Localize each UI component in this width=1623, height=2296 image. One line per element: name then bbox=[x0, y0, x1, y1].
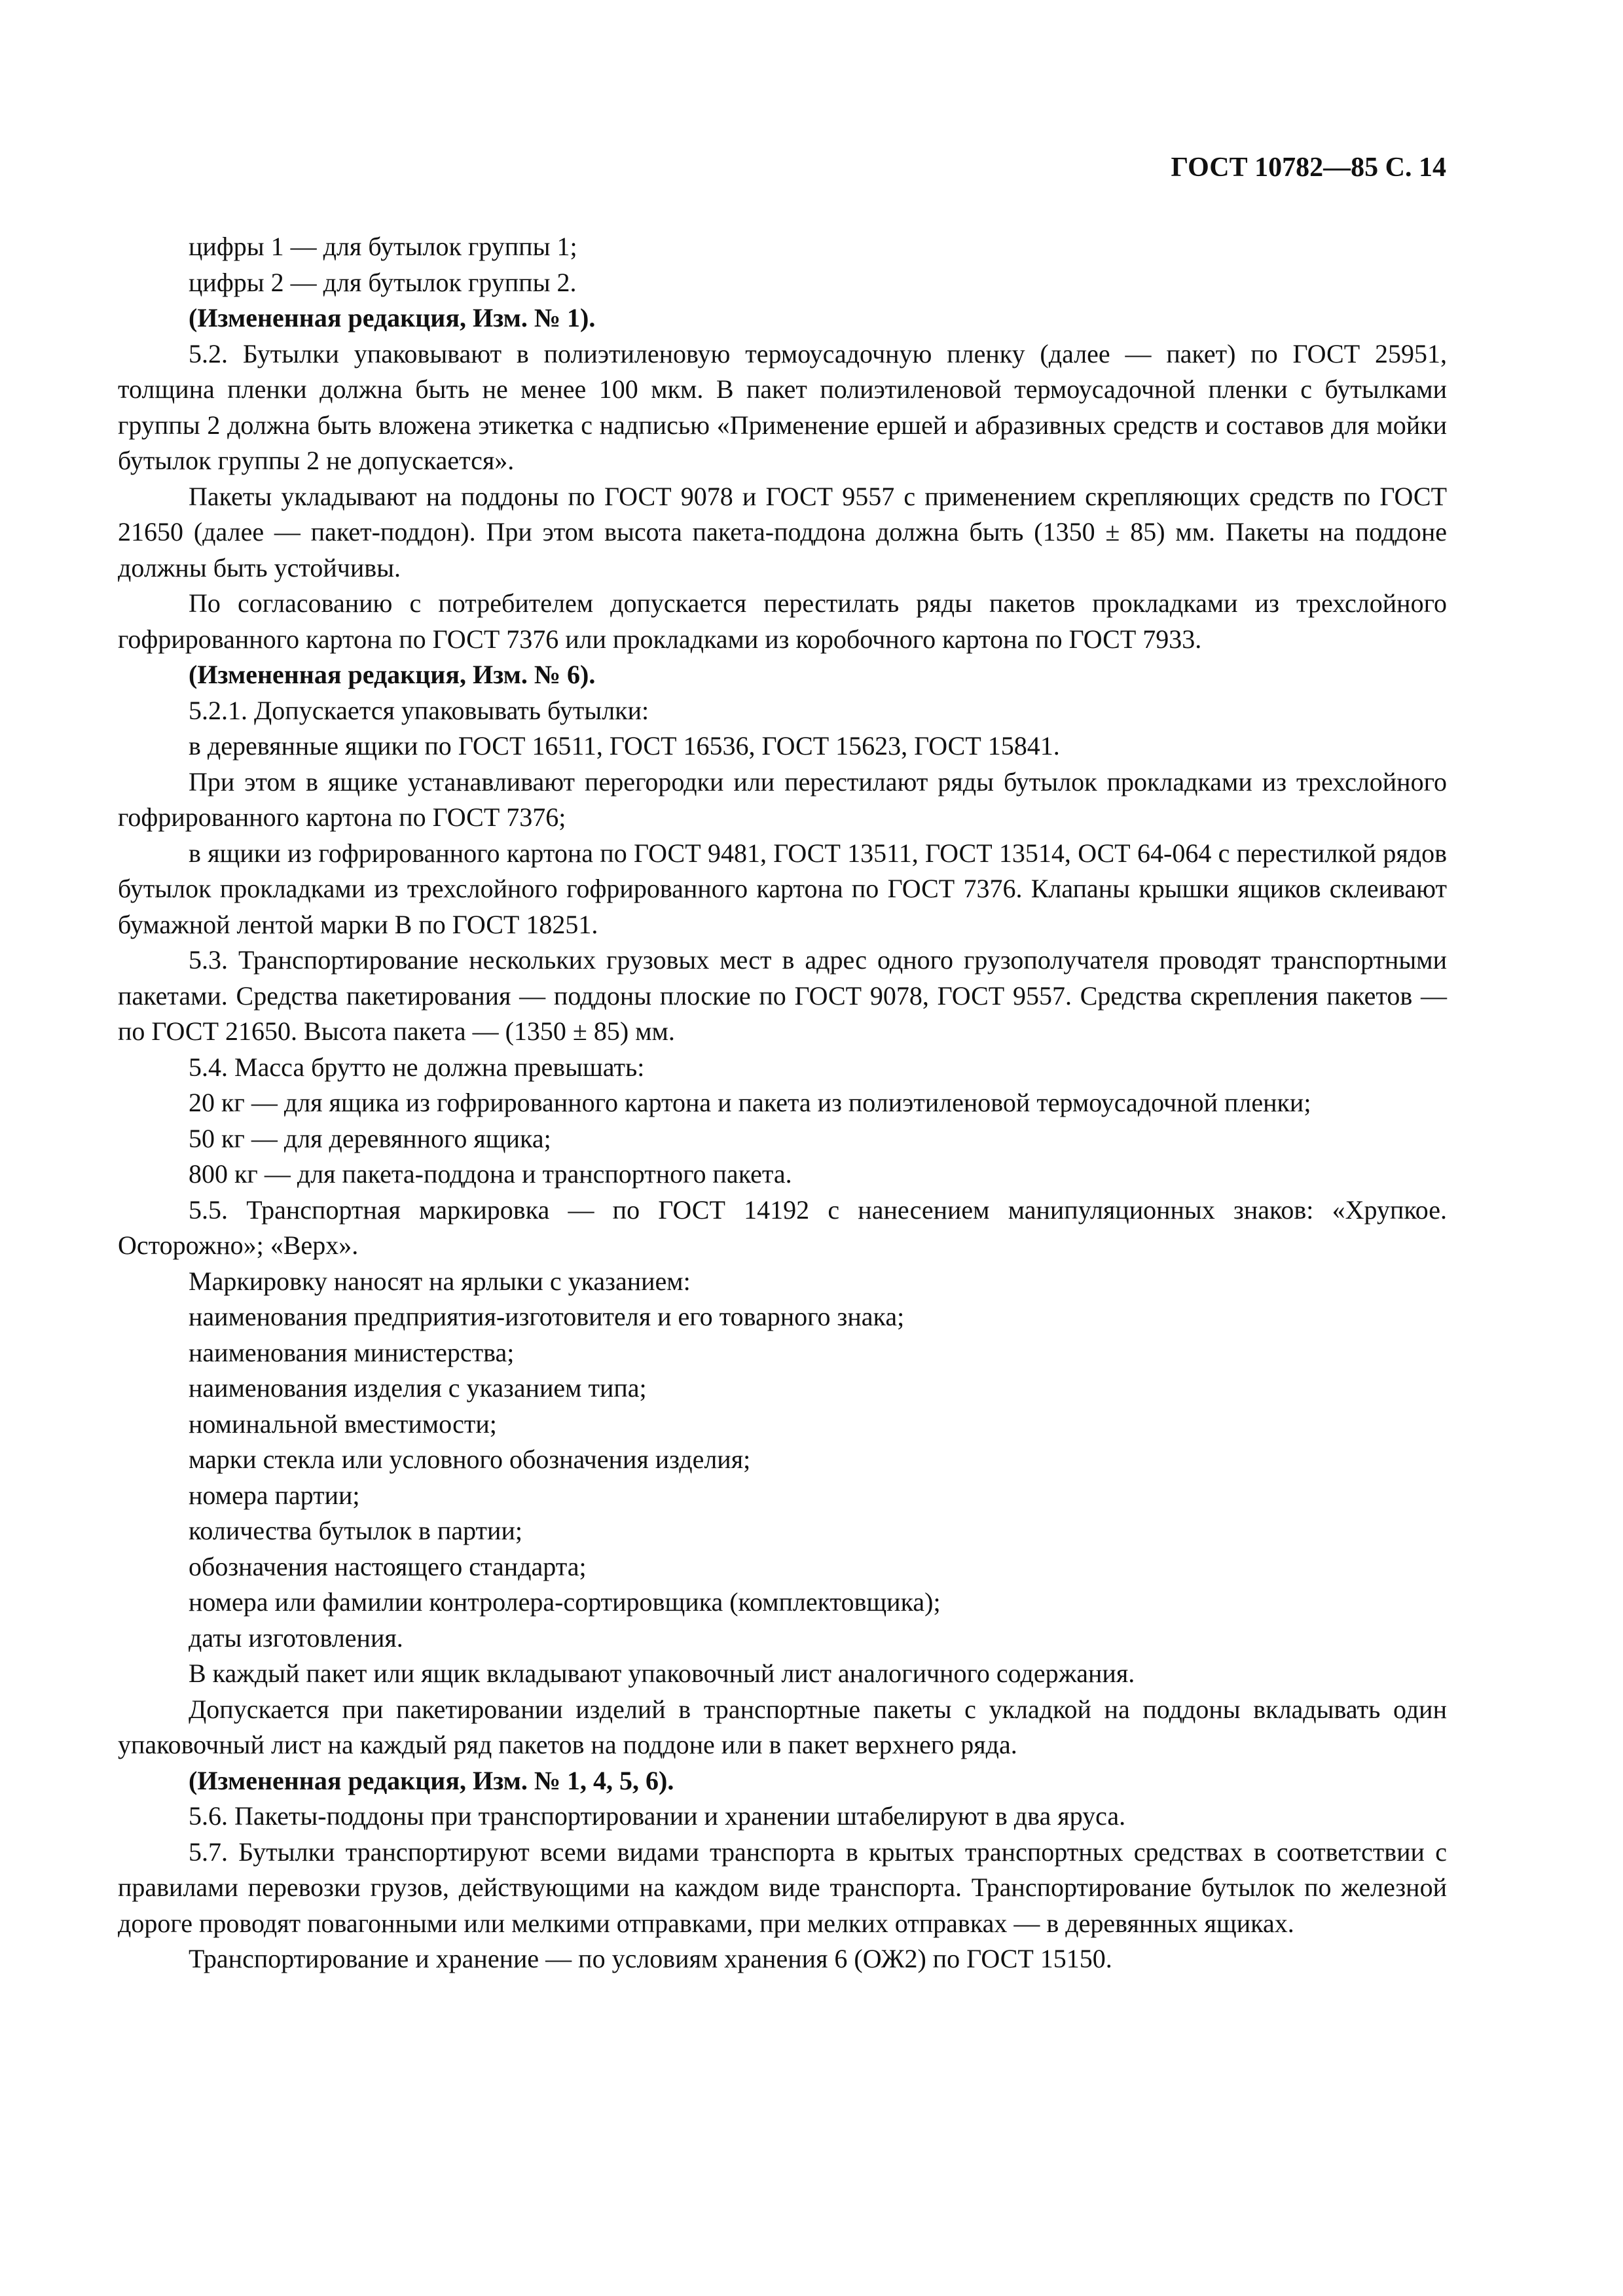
list-item: номера или фамилии контролера-сортировщика (комплектовщика); bbox=[189, 1587, 941, 1617]
amendment-note: (Измененная редакция, Изм. № 1). bbox=[189, 303, 596, 332]
paragraph: 5.6. Пакеты-поддоны при транспортировании и хранении штабелируют в два яруса. bbox=[189, 1801, 1126, 1831]
paragraph: При этом в ящике устанавливают перегородки или перестилают ряды бутылок прокладками из трехслойного гофрированного картона по ГОСТ 7376; bbox=[118, 766, 1447, 832]
list-item: обозначения настоящего стандарта; bbox=[189, 1551, 587, 1581]
paragraph: 20 кг — для ящика из гофрированного картона и пакета из полиэтиленовой термоусадочной пленки; bbox=[189, 1088, 1311, 1117]
document-body bbox=[118, 229, 1447, 1977]
page-header: ГОСТ 10782—85 С. 14 bbox=[1171, 152, 1446, 183]
paragraph: Транспортирование и хранение — по условиям хранения 6 (ОЖ2) по ГОСТ 15150. bbox=[189, 1944, 1112, 1973]
paragraph: 5.7. Бутылки транспортируют всеми видами транспорта в крытых транспортных средствах в соответствии с правилами перевозки грузов, действующими на каждом виде транспорта. Транспортирование бутылок по железной дороге проводят повагонными или мелкими отправками, при мелких отправках — в деревянных ящиках. bbox=[118, 1837, 1447, 1938]
amendment-note: (Измененная редакция, Изм. № 6). bbox=[189, 660, 596, 689]
paragraph: Маркировку наносят на ярлыки с указанием: bbox=[189, 1266, 691, 1296]
paragraph: Пакеты укладывают на поддоны по ГОСТ 9078 и ГОСТ 9557 с применением скрепляющих средств по ГОСТ 21650 (далее — пакет-поддон). При этом высота пакета-поддона должна быть (1350 ± 85) мм. Пакеты на поддоне должны быть устойчивы. bbox=[118, 481, 1447, 583]
paragraph: в деревянные ящики по ГОСТ 16511, ГОСТ 16536, ГОСТ 15623, ГОСТ 15841. bbox=[189, 731, 1060, 761]
paragraph: в ящики из гофрированного картона по ГОСТ 9481, ГОСТ 13511, ГОСТ 13514, ОСТ 64-064 с перестилкой рядов бутылок прокладками из трехслойного гофрированного картона по ГОСТ 7376. Клапаны крышки ящиков склеивают бумажной лентой марки В по ГОСТ 18251. bbox=[118, 838, 1447, 939]
paragraph: 50 кг — для деревянного ящика; bbox=[189, 1123, 551, 1153]
list-item: количества бутылок в партии; bbox=[189, 1516, 522, 1545]
paragraph: 5.3. Транспортирование нескольких грузовых мест в адрес одного грузополучателя проводят транспортными пакетами. Средства пакетирования — поддоны плоские по ГОСТ 9078, ГОСТ 9557. Средства скрепления пакетов — по ГОСТ 21650. Высота пакета — (1350 ± 85) мм. bbox=[118, 945, 1447, 1046]
list-item: наименования министерства; bbox=[189, 1337, 515, 1367]
paragraph: 5.2.1. Допускается упаковывать бутылки: bbox=[189, 695, 649, 725]
list-item: номинальной вместимости; bbox=[189, 1408, 497, 1439]
paragraph: цифры 1 — для бутылок группы 1; bbox=[189, 232, 577, 261]
list-item: наименования предприятия-изготовителя и его товарного знака; bbox=[189, 1302, 905, 1331]
list-item: наименования изделия с указанием типа; bbox=[189, 1373, 647, 1403]
list-item: марки стекла или условного обозначения изделия; bbox=[189, 1444, 751, 1474]
paragraph: В каждый пакет или ящик вкладывают упаковочный лист аналогичного содержания. bbox=[189, 1659, 1135, 1688]
list-item: номера партии; bbox=[189, 1480, 360, 1510]
paragraph: 5.4. Масса брутто не должна превышать: bbox=[189, 1052, 645, 1082]
paragraph: цифры 2 — для бутылок группы 2. bbox=[189, 267, 577, 297]
paragraph: 5.2. Бутылки упаковывают в полиэтиленовую термоусадочную пленку (далее — пакет) по ГОСТ 25951, толщина пленки должна быть не менее 100 мкм. В пакет полиэтиленовой термоусадочной пленки с бутылками группы 2 должна быть вложена этикетка с надписью «Применение ершей и абразивных средств и составов для мойки бутылок группы 2 не допускается». bbox=[118, 338, 1447, 475]
paragraph: 800 кг — для пакета-поддона и транспортного пакета. bbox=[189, 1159, 792, 1189]
paragraph: По согласованию с потребителем допускается перестилать ряды пакетов прокладками из трехслойного гофрированного картона по ГОСТ 7376 или прокладками из коробочного картона по ГОСТ 7933. bbox=[118, 588, 1447, 654]
paragraph: 5.5. Транспортная маркировка — по ГОСТ 14192 с нанесением манипуляционных знаков: «Хрупкое. Осторожно»; «Верх». bbox=[118, 1194, 1447, 1260]
list-item: даты изготовления. bbox=[189, 1623, 403, 1653]
paragraph: Допускается при пакетировании изделий в транспортные пакеты с укладкой на поддоны вкладывать один упаковочный лист на каждый ряд пакетов на поддоне или в пакет верхнего ряда. bbox=[118, 1694, 1447, 1759]
amendment-note: (Измененная редакция, Изм. № 1, 4, 5, 6). bbox=[189, 1765, 674, 1795]
